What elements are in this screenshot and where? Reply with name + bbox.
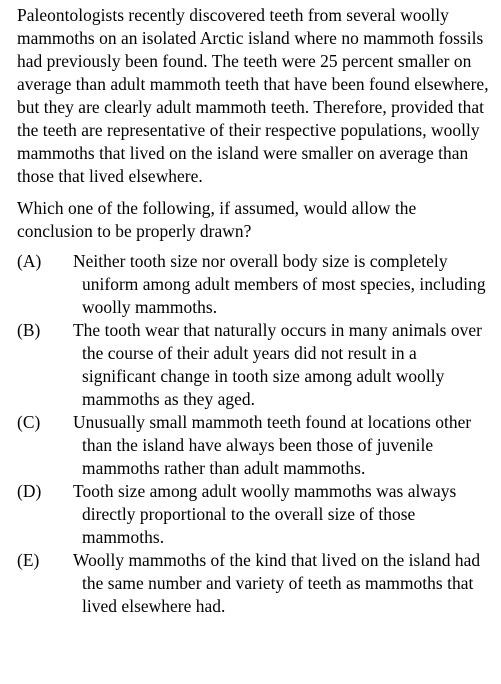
choice-text: Tooth size among adult woolly mammoths was always directly proportional to the overall size of those mammoths. (73, 481, 457, 547)
choice-text: The tooth wear that naturally occurs in many animals over the course of their adult years did not result in a significant change in tooth size among adult woolly mammoths as they aged. (73, 320, 482, 409)
answer-choice-e[interactable] (17, 549, 493, 618)
choice-letter: (A) (17, 251, 42, 271)
choice-text: Unusually small mammoth teeth found at locations other than the island have always been those of juvenile mammoths rather than adult mammoths. (73, 412, 472, 478)
answer-choice-a[interactable] (17, 250, 493, 319)
passage-text: Paleontologists recently discovered teeth from several woolly mammoths on an isolated Arctic island where no mammoth fossils had previously been found. The teeth were 25 percent smaller on average than adult mammoth teeth that have been found elsewhere, but they are clearly adult mammoth teeth. Therefore, provided that the teeth are representative of their respective populations, woolly mammoths that lived on the island were smaller on average than those that lived elsewhere. (17, 5, 489, 186)
answer-choice-d[interactable] (17, 480, 493, 549)
answer-choices (17, 250, 493, 618)
choice-text: Neither tooth size nor overall body size is completely uniform among adult members of most species, including woolly mammoths. (73, 251, 486, 317)
choice-letter: (C) (17, 412, 41, 432)
choice-letter: (B) (17, 320, 41, 340)
choice-text: Woolly mammoths of the kind that lived on the island had the same number and variety of teeth as mammoths that lived elsewhere had. (73, 550, 481, 616)
answer-choice-c[interactable] (17, 411, 493, 480)
choice-letter: (D) (17, 481, 42, 501)
question-stem: Which one of the following, if assumed, would allow the conclusion to be properly drawn? (17, 198, 417, 241)
choice-letter: (E) (17, 550, 40, 570)
answer-choice-b[interactable] (17, 319, 493, 411)
